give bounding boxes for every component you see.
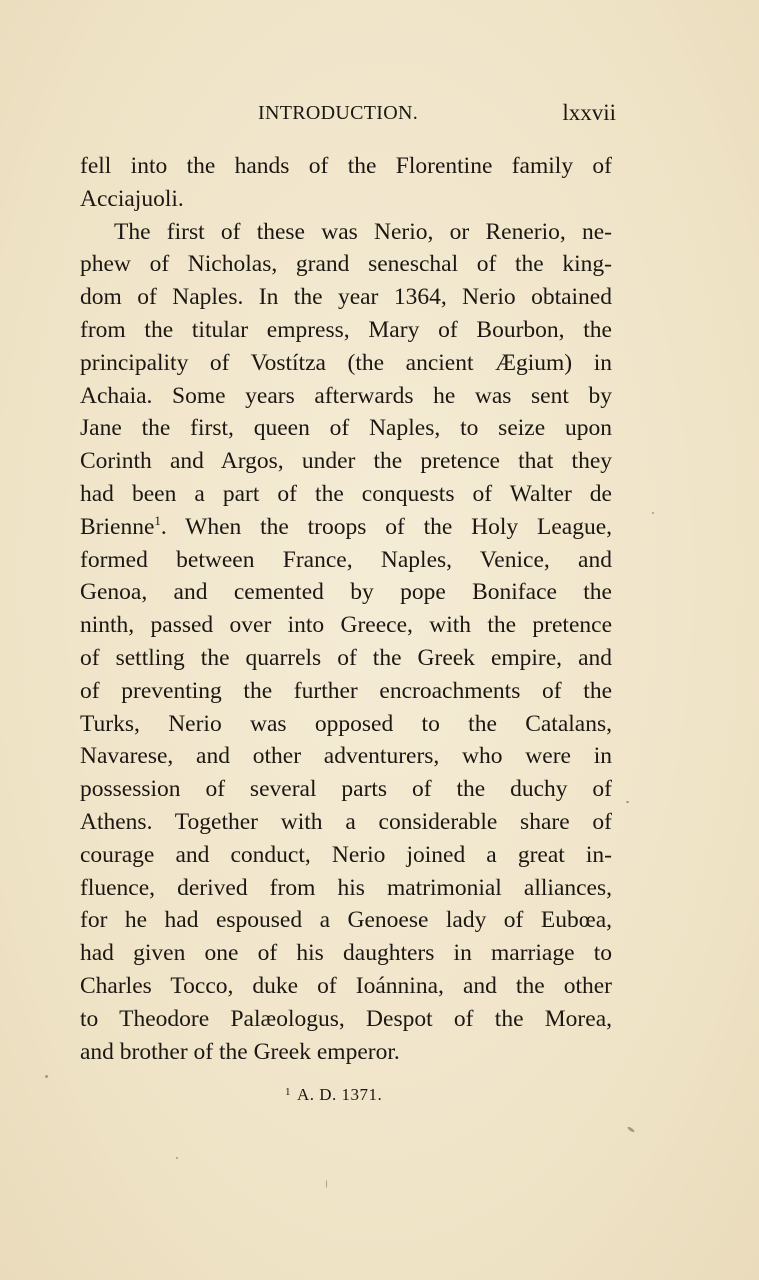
text-line: Genoa, and cemented by pope Boniface the <box>80 579 612 606</box>
text-line: phew of Nicholas, grand seneschal of the king- <box>80 251 612 278</box>
text-line: Athens. Together with a considerable share of <box>80 808 612 835</box>
text-line: fell into the hands of the Florentine family of <box>80 153 612 179</box>
text-line: Achaia. Some years afterwards he was sent by <box>80 382 612 409</box>
text-line: and brother of the Greek emperor. <box>80 1038 400 1065</box>
text-fragment: Brienne <box>80 513 155 540</box>
text-line: possession of several parts of the duchy of <box>80 776 612 803</box>
text-line: for he had espoused a Genoese lady of Eubœa, <box>80 907 612 934</box>
text-line-with-footnote <box>80 511 612 544</box>
running-title: INTRODUCTION. <box>258 102 418 124</box>
text-fragment: . When the troops of the Holy League, <box>160 513 612 540</box>
text-line: Turks, Nerio was opposed to the Catalans, <box>80 710 612 737</box>
text-line: Corinth and Argos, under the pretence that they <box>80 448 612 475</box>
paper-speck <box>627 1126 635 1133</box>
text-line: from the titular empress, Mary of Bourbon, the <box>80 316 612 343</box>
text-line: fluence, derived from his matrimonial alliances, <box>80 874 612 901</box>
text-line: formed between France, Naples, Venice, and <box>80 546 612 573</box>
paper-speck <box>176 1157 178 1159</box>
paper-speck <box>626 801 629 803</box>
paper-speck <box>652 512 654 514</box>
paper-speck <box>45 1075 48 1078</box>
page-number: lxxvii <box>562 100 616 125</box>
text-line: ninth, passed over into Greece, with the pretence <box>80 612 612 639</box>
text-line: had given one of his daughters in marriage to <box>80 940 612 967</box>
footnote-text: A. D. 1371. <box>297 1085 383 1104</box>
page-header <box>80 100 616 130</box>
text-line: of preventing the further encroachments of the <box>80 677 612 704</box>
footnote-reference: 1 <box>154 512 161 528</box>
text-line: had been a part of the conquests of Walter de <box>80 480 612 507</box>
text-line: The first of these was Nerio, or Renerio, ne- <box>114 218 612 245</box>
text-line: of settling the quarrels of the Greek empire, and <box>80 644 612 671</box>
text-line: Navarese, and other adventurers, who were in <box>80 743 612 770</box>
body-text <box>80 150 612 1068</box>
text-line: dom of Naples. In the year 1364, Nerio obtained <box>80 284 612 311</box>
footnote <box>285 1085 382 1105</box>
paper-speck <box>326 1180 327 1188</box>
text-line: courage and conduct, Nerio joined a great in- <box>80 841 612 868</box>
footnote-marker: 1 <box>285 1086 291 1098</box>
text-line: Acciajuoli. <box>80 185 184 212</box>
text-line: Charles Tocco, duke of Ioánnina, and the other <box>80 972 612 999</box>
text-line: to Theodore Palæologus, Despot of the Morea, <box>80 1005 612 1032</box>
text-line: principality of Vostítza (the ancient Ægium) in <box>80 349 612 376</box>
text-line: Jane the first, queen of Naples, to seize upon <box>80 415 612 442</box>
